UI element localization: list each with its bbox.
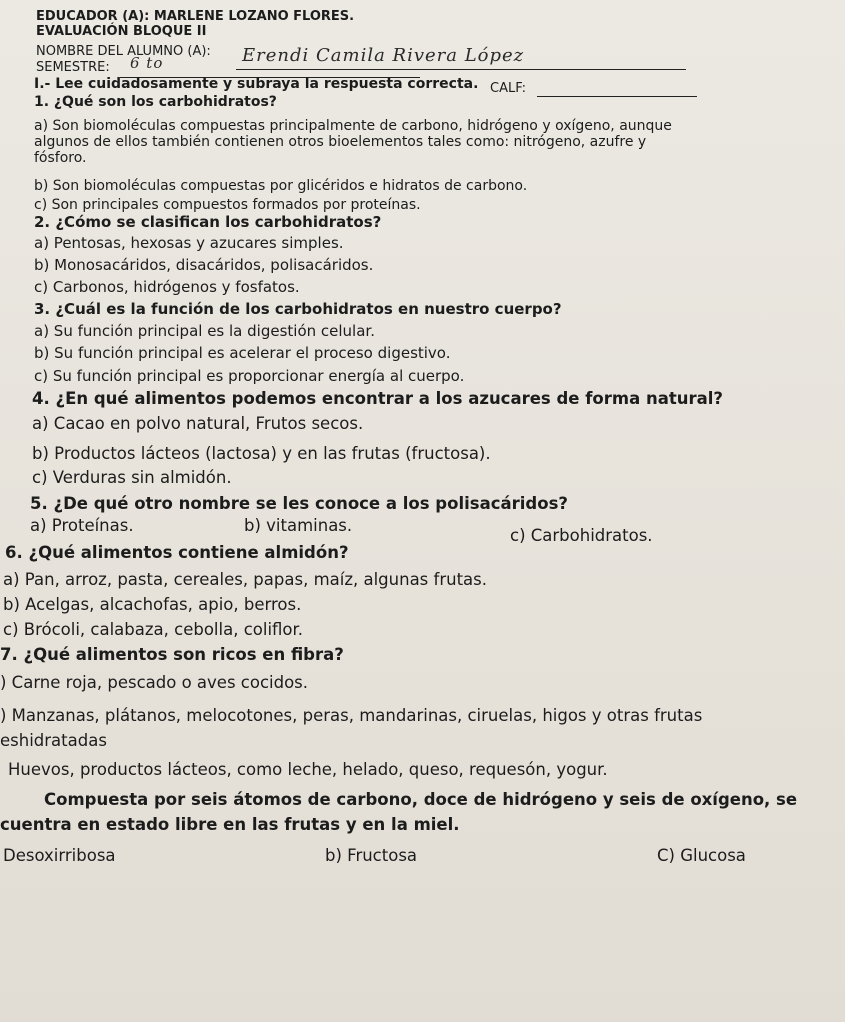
q7-option-a: ) Carne roja, pescado o aves cocidos. bbox=[0, 673, 309, 692]
q4-option-c: c) Verduras sin almidón. bbox=[32, 468, 232, 487]
q3-option-c: c) Su función principal es proporcionar energía al cuerpo. bbox=[34, 367, 465, 385]
q8-option-a: Desoxirribosa bbox=[3, 846, 116, 865]
q8-statement-line2: cuentra en estado libre en las frutas y en la miel. bbox=[0, 815, 460, 834]
q3-question: 3. ¿Cuál es la función de los carbohidratos en nuestro cuerpo? bbox=[34, 300, 562, 318]
q6-option-b: b) Acelgas, alcachofas, apio, berros. bbox=[3, 595, 302, 614]
q1-option-b: b) Son biomoléculas compuestas por glicéridos e hidratos de carbono. bbox=[34, 178, 528, 194]
q4-option-a: a) Cacao en polvo natural, Frutos secos. bbox=[32, 414, 364, 433]
q4-option-b: b) Productos lácteos (lactosa) y en las frutas (fructosa). bbox=[32, 444, 491, 463]
student-name-underline bbox=[236, 69, 686, 70]
q3-option-b: b) Su función principal es acelerar el proceso digestivo. bbox=[34, 344, 451, 362]
q1-question: 1. ¿Qué son los carbohidratos? bbox=[34, 94, 277, 110]
q1-option-c: c) Son principales compuestos formados por proteínas. bbox=[34, 197, 421, 213]
q3-option-a: a) Su función principal es la digestión celular. bbox=[34, 322, 375, 340]
q8-option-b: b) Fructosa bbox=[325, 846, 418, 865]
semester-handwritten: 6 to bbox=[130, 54, 164, 72]
q7-question: 7. ¿Qué alimentos son ricos en fibra? bbox=[0, 645, 344, 664]
q7-option-c: Huevos, productos lácteos, como leche, helado, queso, requesón, yogur. bbox=[8, 760, 608, 779]
q7-option-b-line2: eshidratadas bbox=[0, 731, 107, 750]
q5-option-c: c) Carbohidratos. bbox=[510, 526, 653, 545]
q8-option-c: C) Glucosa bbox=[657, 846, 746, 865]
q2-option-c: c) Carbonos, hidrógenos y fosfatos. bbox=[34, 278, 300, 296]
q5-option-a: a) Proteínas. bbox=[30, 516, 134, 535]
q5-option-b: b) vitaminas. bbox=[244, 516, 353, 535]
q7-option-b-line1: ) Manzanas, plátanos, melocotones, peras, mandarinas, ciruelas, higos y otras frutas bbox=[0, 706, 703, 725]
semester-label: SEMESTRE: bbox=[36, 60, 110, 75]
q6-question: 6. ¿Qué alimentos contiene almidón? bbox=[5, 543, 349, 562]
q1-option-a-line3: fósforo. bbox=[34, 150, 87, 166]
q4-question: 4. ¿En qué alimentos podemos encontrar a los azucares de forma natural? bbox=[32, 389, 723, 408]
q2-option-a: a) Pentosas, hexosas y azucares simples. bbox=[34, 234, 344, 252]
student-label: NOMBRE DEL ALUMNO (A): bbox=[36, 44, 211, 59]
q2-question: 2. ¿Cómo se clasifican los carbohidratos? bbox=[34, 213, 382, 231]
evaluation-title: EVALUACIÓN BLOQUE II bbox=[36, 24, 207, 39]
instructions: I.- Lee cuidadosamente y subraya la respuesta correcta. bbox=[34, 76, 479, 92]
q5-question: 5. ¿De qué otro nombre se les conoce a los polisacáridos? bbox=[30, 494, 568, 513]
student-name-handwritten: Erendi Camila Rivera López bbox=[242, 45, 525, 66]
q6-option-c: c) Brócoli, calabaza, cebolla, coliflor. bbox=[3, 620, 304, 639]
grade-underline bbox=[537, 96, 697, 97]
q6-option-a: a) Pan, arroz, pasta, cereales, papas, maíz, algunas frutas. bbox=[3, 570, 487, 589]
q2-option-b: b) Monosacáridos, disacáridos, polisacáridos. bbox=[34, 256, 374, 274]
q1-option-a-line2: algunos de ellos también contienen otros bioelementos tales como: nitrógeno, azufre y bbox=[34, 134, 647, 150]
q8-statement-line1: Compuesta por seis átomos de carbono, doce de hidrógeno y seis de oxígeno, se bbox=[44, 790, 798, 809]
grade-label: CALF: bbox=[490, 81, 527, 96]
q1-option-a-line1: a) Son biomoléculas compuestas principalmente de carbono, hidrógeno y oxígeno, aunque bbox=[34, 118, 672, 134]
educator-line: EDUCADOR (A): MARLENE LOZANO FLORES. bbox=[36, 9, 355, 24]
